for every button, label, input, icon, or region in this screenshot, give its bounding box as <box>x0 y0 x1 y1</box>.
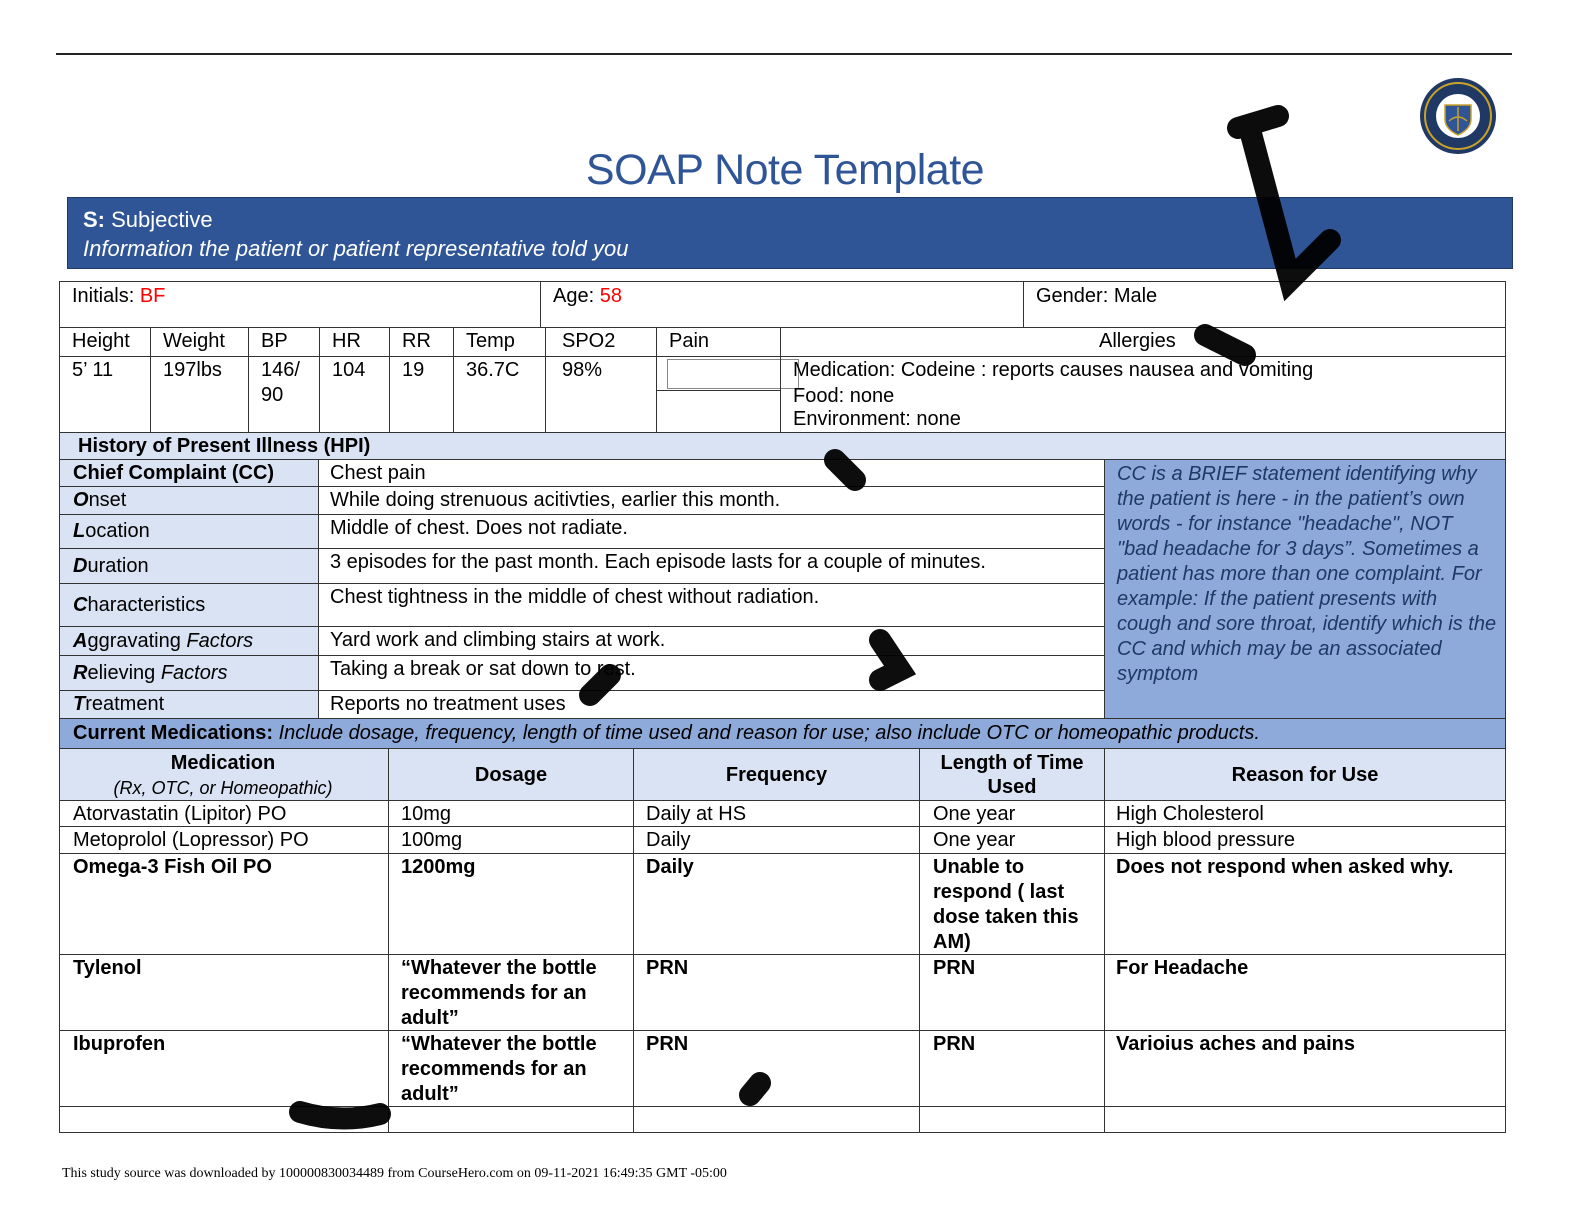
med-cell-length <box>919 800 1105 827</box>
cc-guidance-note <box>1104 459 1506 719</box>
hpi-label-initial: C <box>73 594 88 616</box>
allergies-value-cell <box>780 356 1506 433</box>
height-value-cell <box>59 356 151 433</box>
med-cell-dose <box>388 1106 634 1133</box>
hpi-value-text: Middle of chest. Does not radiate. <box>330 517 628 539</box>
hpi-label-italic: Factors <box>186 630 254 652</box>
age-value: 58 <box>599 285 622 307</box>
hpi-label-text <box>73 692 164 716</box>
med-cell-freq <box>633 853 920 955</box>
vitals-header-rr: RR <box>389 327 454 357</box>
gender-label: Gender: <box>1036 285 1114 307</box>
hpi-header-text: History of Present Illness (HPI) <box>78 435 371 457</box>
hpi-value-text: 3 episodes for the past month. Each episode lasts for a couple of minutes. <box>330 551 986 573</box>
med-cell-reason <box>1104 800 1506 827</box>
med-cell-dose <box>388 1030 634 1107</box>
vitals-header-temp: Temp <box>453 327 546 357</box>
med-freq-text: Daily at HS <box>646 803 747 825</box>
hpi-value-row <box>318 548 1105 584</box>
hpi-label-rest: ocation <box>85 520 150 542</box>
hpi-header <box>59 432 1506 460</box>
med-cell-reason <box>1104 826 1506 854</box>
hpi-label-text <box>73 488 126 512</box>
hpi-label-italic: Factors <box>160 662 228 684</box>
hpi-label-initial: D <box>73 555 88 577</box>
med-length-text: One year <box>933 803 1016 825</box>
initials-value: BF <box>139 285 166 307</box>
med-cell-length <box>919 853 1105 955</box>
spo2-value: 98% <box>562 359 603 381</box>
gender-cell <box>1023 281 1506 328</box>
med-freq-text: PRN <box>646 1033 689 1055</box>
med-cell-freq <box>633 1106 920 1133</box>
cc-guidance-text: CC is a BRIEF statement identifying why the patient is here - in the patient’s own words - for instance "headache", NOT "bad headache for 3 days”. Sometimes a patient has more than one complaint. For example: If the patient presents with cough and sore throat, identify which is the CC and which may be an associated symptom <box>1117 463 1497 685</box>
section-name: Subjective <box>111 207 213 232</box>
pain-value-cell <box>656 356 781 433</box>
med-reason-text: For Headache <box>1116 957 1249 979</box>
vitals-header-weight: Weight <box>150 327 249 357</box>
top-rule <box>56 53 1512 55</box>
hpi-label-initial: R <box>73 662 88 684</box>
med-med-text: Ibuprofen <box>73 1033 166 1055</box>
hpi-value-row <box>318 486 1105 515</box>
med-dose-text: 10mg <box>401 803 452 825</box>
med-med-text: Tylenol <box>73 957 142 979</box>
vitals-header-height: Height <box>59 327 151 357</box>
rr-value-cell <box>389 356 454 433</box>
med-cell-length <box>919 826 1105 854</box>
hpi-label-rest: ggravating <box>87 630 187 652</box>
hpi-value-cc-text: Chest pain <box>330 462 426 484</box>
med-cell-reason <box>1104 853 1506 955</box>
temp-value: 36.7C <box>466 359 520 381</box>
page-title: SOAP Note Template <box>585 146 985 194</box>
vitals-header-allergies: Allergies <box>780 327 1506 357</box>
hpi-label-row <box>59 514 319 549</box>
hpi-label-row <box>59 655 319 691</box>
med-cell-med <box>59 800 389 827</box>
hpi-value-row <box>318 655 1105 691</box>
height-value: 5’ 11 <box>72 359 114 381</box>
bp-value-cell <box>248 356 320 433</box>
col-reason: Reason for Use <box>1104 748 1506 801</box>
med-cell-length <box>919 1106 1105 1133</box>
med-freq-text: Daily <box>646 829 691 851</box>
med-cell-med <box>59 853 389 955</box>
hpi-value-row <box>318 583 1105 627</box>
hpi-label-text <box>73 661 228 685</box>
hpi-label-rest: reatment <box>85 693 165 715</box>
med-dose-text: 1200mg <box>401 856 476 878</box>
hpi-label-text <box>73 554 149 578</box>
med-cell-freq <box>633 800 920 827</box>
med-cell-med <box>59 1106 389 1133</box>
hpi-label-initial: A <box>73 630 88 652</box>
hpi-label-initial: L <box>73 520 86 542</box>
med-reason-text: Does not respond when asked why. <box>1116 856 1454 878</box>
vitals-header-spo2: SPO2 <box>545 327 657 357</box>
hpi-label-row <box>59 626 319 656</box>
col-dosage: Dosage <box>388 748 634 801</box>
vitals-header-pain: Pain <box>656 327 781 357</box>
hpi-label-cc <box>59 459 319 487</box>
allergy-food: Food: none <box>793 385 895 407</box>
allergy-environment: Environment: none <box>793 408 961 430</box>
med-cell-length <box>919 954 1105 1031</box>
med-cell-length <box>919 1030 1105 1107</box>
current-meds-header <box>59 718 1506 749</box>
col-medication: Medication (Rx, OTC, or Homeopathic) <box>59 748 389 801</box>
med-cell-freq <box>633 954 920 1031</box>
med-length-text: PRN <box>933 1033 976 1055</box>
med-cell-med <box>59 1030 389 1107</box>
hpi-value-row <box>318 626 1105 656</box>
bp-value-systolic: 146/ <box>261 359 300 381</box>
gender-value: Male <box>1113 285 1158 307</box>
hpi-label-row <box>59 583 319 627</box>
med-cell-dose <box>388 826 634 854</box>
col-length: Length of Time Used <box>919 748 1105 801</box>
hpi-label-initial: T <box>73 693 86 715</box>
med-freq-text: PRN <box>646 957 689 979</box>
initials-cell <box>59 281 541 328</box>
hpi-value-row <box>318 690 1105 719</box>
hpi-value-text: Taking a break or sat down to rest. <box>330 658 636 680</box>
med-cell-dose <box>388 800 634 827</box>
med-freq-text: Daily <box>646 856 694 878</box>
med-med-text: Metoprolol (Lopressor) PO <box>73 829 309 851</box>
download-footer: This study source was downloaded by 100000830034489 from CourseHero.com on 09-11-2021 16:49:35 GMT -05:00 <box>62 1166 727 1181</box>
med-length-text: Unable to respond ( last dose taken this AM) <box>933 856 1079 953</box>
vitals-header-hr: HR <box>319 327 390 357</box>
med-cell-dose <box>388 853 634 955</box>
hpi-value-cc <box>318 459 1105 487</box>
med-cell-freq <box>633 826 920 854</box>
med-cell-reason <box>1104 954 1506 1031</box>
vitals-header-bp: BP <box>248 327 320 357</box>
hpi-value-text: Chest tightness in the middle of chest without radiation. <box>330 586 820 608</box>
university-seal-logo <box>1419 77 1497 155</box>
hpi-label-cc-text: Chief Complaint (CC) <box>73 462 275 484</box>
med-med-text: Omega-3 Fish Oil PO <box>73 856 272 878</box>
current-meds-label: Current Medications: <box>73 722 274 744</box>
section-letter: S: <box>83 207 105 232</box>
med-reason-text: Varioius aches and pains <box>1116 1033 1355 1055</box>
hpi-label-row <box>59 690 319 719</box>
med-dose-text: 100mg <box>401 829 463 851</box>
hpi-value-text: Yard work and climbing stairs at work. <box>330 629 666 651</box>
med-med-text: Atorvastatin (Lipitor) PO <box>73 803 287 825</box>
hpi-label-row <box>59 548 319 584</box>
hr-value-cell <box>319 356 390 433</box>
subjective-banner <box>67 197 1513 269</box>
hpi-label-text <box>73 519 150 543</box>
med-reason-text: High Cholesterol <box>1116 803 1264 825</box>
med-cell-freq <box>633 1030 920 1107</box>
med-length-text: One year <box>933 829 1016 851</box>
age-cell <box>540 281 1024 328</box>
med-cell-med <box>59 826 389 854</box>
current-meds-instructions: Include dosage, frequency, length of time used and reason for use; also include OTC or homeopathic products. <box>273 722 1260 744</box>
weight-value: 197lbs <box>163 359 222 381</box>
hpi-label-rest: uration <box>87 555 149 577</box>
hpi-value-text: Reports no treatment uses <box>330 693 566 715</box>
hpi-label-text <box>73 593 205 617</box>
initials-label: Initials: <box>72 285 140 307</box>
allergy-medication: Medication: Codeine : reports causes nausea and vomiting <box>793 359 1314 381</box>
bp-value-diastolic: 90 <box>261 384 284 406</box>
temp-value-cell <box>453 356 546 433</box>
med-cell-reason <box>1104 1030 1506 1107</box>
med-cell-dose <box>388 954 634 1031</box>
hpi-value-row <box>318 514 1105 549</box>
med-cell-reason <box>1104 1106 1506 1133</box>
med-dose-text: “Whatever the bottle recommends for an adult” <box>401 1033 597 1105</box>
hpi-label-rest: elieving <box>87 662 161 684</box>
hpi-label-text <box>73 629 253 653</box>
section-description: Information the patient or patient representative told you <box>83 236 629 261</box>
med-cell-med <box>59 954 389 1031</box>
col-frequency: Frequency <box>633 748 920 801</box>
hpi-value-text: While doing strenuous acitivties, earlier this month. <box>330 489 781 511</box>
pain-divider <box>657 390 781 391</box>
hpi-label-row <box>59 486 319 515</box>
age-label: Age: <box>553 285 600 307</box>
hpi-label-rest: haracteristics <box>87 594 206 616</box>
med-reason-text: High blood pressure <box>1116 829 1295 851</box>
rr-value: 19 <box>402 359 425 381</box>
med-length-text: PRN <box>933 957 976 979</box>
hpi-label-initial: O <box>73 489 89 511</box>
spo2-value-cell <box>545 356 657 433</box>
weight-value-cell <box>150 356 249 433</box>
hr-value: 104 <box>332 359 366 381</box>
hpi-label-rest: nset <box>88 489 127 511</box>
med-dose-text: “Whatever the bottle recommends for an adult” <box>401 957 597 1029</box>
